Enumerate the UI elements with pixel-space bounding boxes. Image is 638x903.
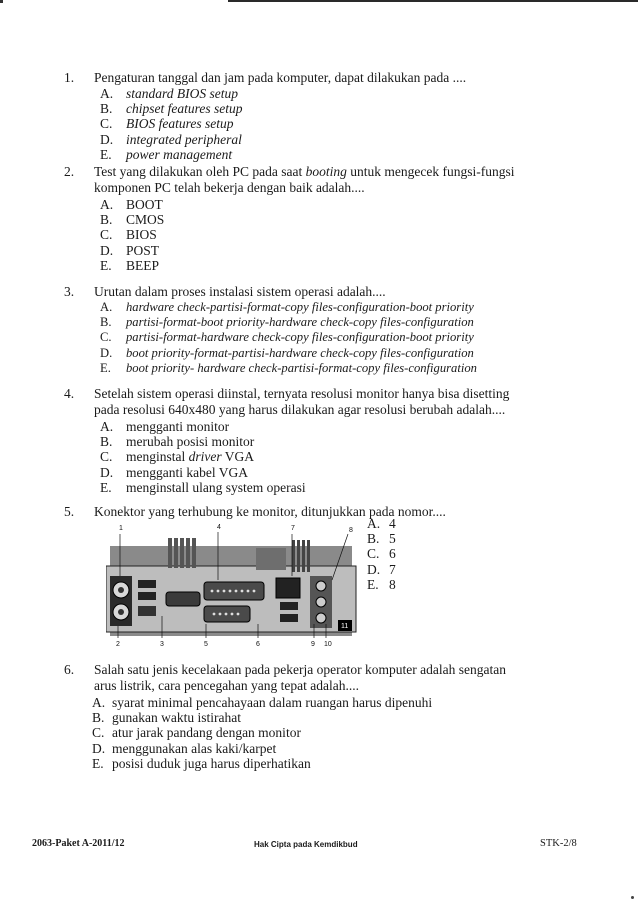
option-d: D. menggunakan alas kaki/karpet xyxy=(92,740,277,756)
option-a: A. syarat minimal pencahayaan dalam ruangan harus dipenuhi xyxy=(92,695,433,710)
option-c: C. 6 xyxy=(367,546,396,562)
footer-page-number: STK-2/8 xyxy=(540,838,577,849)
question-text: Salah satu jenis kecelakaan pada pekerja operator komputer adalah sengatan arus listrik, cara pencegahan yang tepat adalah.... xyxy=(94,662,506,693)
option-e: E. menginstall ulang system operasi xyxy=(100,479,306,495)
footer-copyright: Hak Cipta pada Kemdikbud xyxy=(254,840,358,849)
option-c: C. atur jarak pandang dengan monitor xyxy=(92,725,301,741)
option-c: C. partisi-format-hardware check-copy files-configuration-boot priority xyxy=(100,330,474,345)
question-text: Test yang dilakukan oleh PC pada saat booting untuk mengecek fungsi-fungsi komponen PC telah bekerja dengan baik adalah.... xyxy=(94,164,515,195)
motherboard-back-panel-figure xyxy=(106,520,366,650)
figure-label-4: 4 xyxy=(217,524,221,531)
option-b: B. CMOS xyxy=(100,212,165,228)
option-e: E. 8 xyxy=(367,576,396,592)
question-number: 3. xyxy=(64,284,75,299)
option-a: A. standard BIOS setup xyxy=(100,86,238,101)
option-c: C. menginstal driver VGA xyxy=(100,449,255,465)
option-b: B. gunakan waktu istirahat xyxy=(92,710,241,726)
option-e: E. BEEP xyxy=(100,257,160,273)
option-e: E. power management xyxy=(100,146,233,162)
option-d: D. mengganti kabel VGA xyxy=(100,464,248,480)
option-a: A. mengganti monitor xyxy=(100,419,230,434)
question-number: 6. xyxy=(64,662,75,677)
option-b: B. merubah posisi monitor xyxy=(100,434,255,450)
figure-label-5: 5 xyxy=(204,641,208,648)
figure-label-2: 2 xyxy=(116,641,120,648)
figure-label-1: 1 xyxy=(119,525,123,532)
option-d: D. boot priority-format-partisi-hardware check-copy files-configuration xyxy=(100,345,474,360)
question-number: 5. xyxy=(64,504,75,519)
question-number: 1. xyxy=(64,70,75,85)
option-a: A. BOOT xyxy=(100,197,163,212)
figure-label-6: 6 xyxy=(256,641,260,648)
question-number: 4. xyxy=(64,386,75,401)
option-list xyxy=(367,516,396,592)
scan-mark xyxy=(0,0,3,3)
option-list xyxy=(92,695,432,771)
option-list xyxy=(100,419,306,495)
question-text: Konektor yang terhubung ke monitor, ditunjukkan pada nomor.... xyxy=(94,504,446,519)
option-e: E. boot priority- hardware check-partisi-format-copy files-configuration xyxy=(100,360,477,375)
figure-label-9: 9 xyxy=(311,641,315,648)
option-a: A. 4 xyxy=(367,516,396,531)
option-d: D. integrated peripheral xyxy=(100,131,242,147)
option-b: B. chipset features setup xyxy=(100,101,243,117)
figure-label-7: 7 xyxy=(291,525,295,532)
question-number: 2. xyxy=(64,164,75,179)
option-list xyxy=(100,300,477,376)
option-b: B. 5 xyxy=(367,531,396,547)
option-c: C. BIOS features setup xyxy=(100,116,234,132)
figure-label-8: 8 xyxy=(349,527,353,534)
scan-speck xyxy=(631,896,634,899)
footer-code: 2063-Paket A-2011/12 xyxy=(32,838,125,849)
figure-label-10: 10 xyxy=(324,641,332,648)
option-list xyxy=(100,197,164,273)
question-text: Setelah sistem operasi diinstal, ternyata resolusi monitor hanya bisa disetting pada resolusi 640x480 yang harus dilakukan agar resolusi berubah adalah.... xyxy=(94,386,510,417)
option-d: D. POST xyxy=(100,242,160,258)
option-b: B. partisi-format-boot priority-hardware check-copy files-configuration xyxy=(100,315,474,330)
question-text: Pengaturan tanggal dan jam pada komputer, dapat dilakukan pada .... xyxy=(94,70,467,85)
option-d: D. 7 xyxy=(367,561,396,577)
page-top-rule xyxy=(228,0,638,2)
figure-label-3: 3 xyxy=(160,641,164,648)
figure-label-11: 11 xyxy=(341,623,349,630)
question-text: Urutan dalam proses instalasi sistem operasi adalah.... xyxy=(94,284,386,299)
option-a: A. hardware check-partisi-format-copy files-configuration-boot priority xyxy=(100,300,474,314)
option-list xyxy=(100,86,242,162)
option-e: E. posisi duduk juga harus diperhatikan xyxy=(92,755,311,771)
option-c: C. BIOS xyxy=(100,227,157,243)
